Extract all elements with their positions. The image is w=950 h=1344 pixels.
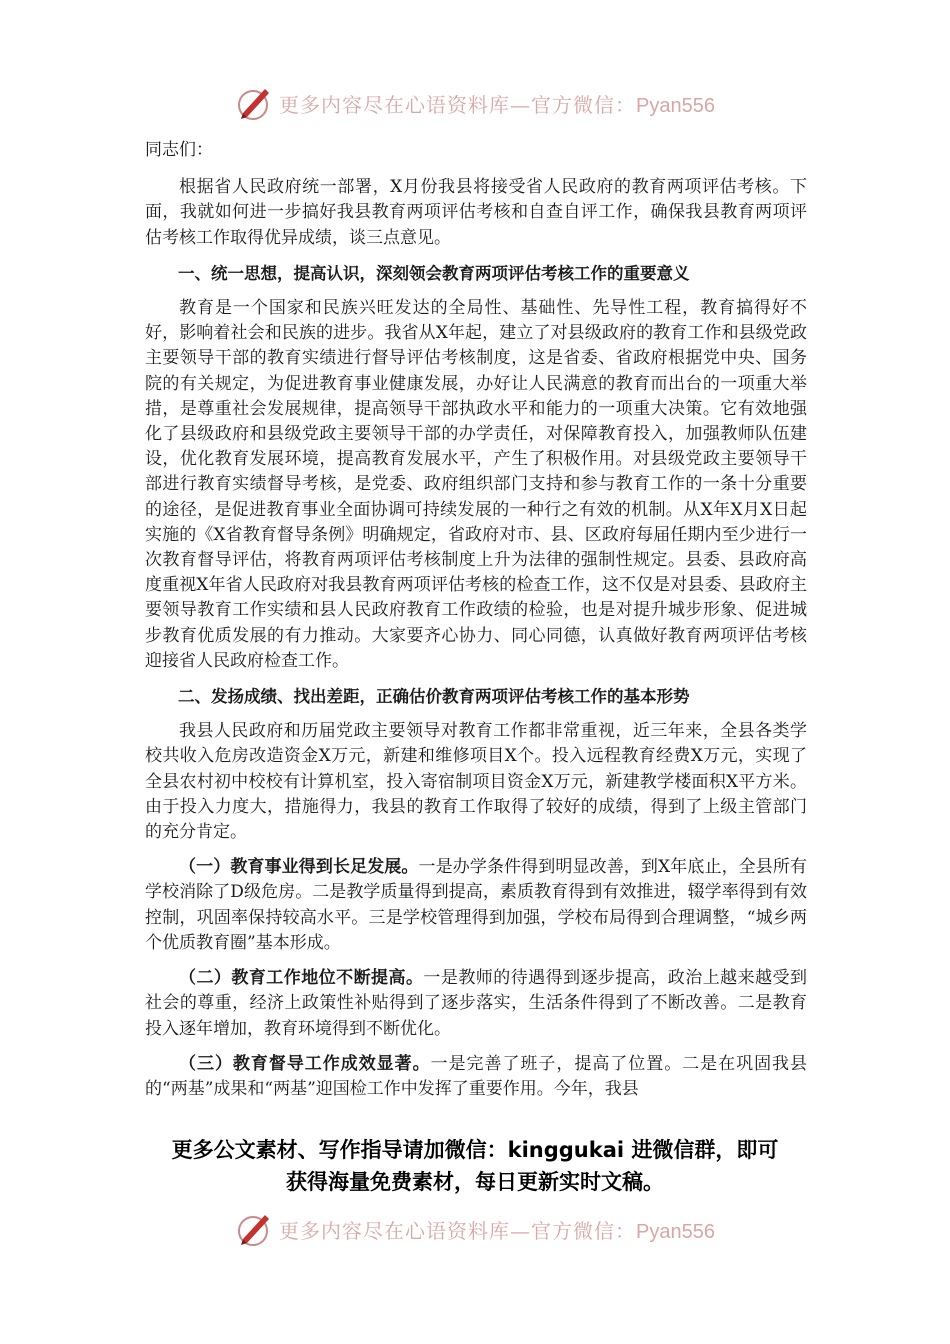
intro-paragraph: 根据省人民政府统一部署，X月份我县将接受省人民政府的教育两项评估考核。下面，我就如何进一步搞好我县教育两项评估考核和自查自评工作，确保我县教育两项评估考核工作取得优异成绩，谈三点意见。 — [145, 177, 807, 248]
point-2-paragraph — [145, 966, 807, 1042]
watermark-text: 更多内容尽在心语资料库—官方微信：Pyan556 — [279, 92, 715, 117]
watermark-wechat-id: Pyan556 — [636, 94, 715, 117]
watermark-wechat-id: Pyan556 — [636, 1220, 715, 1243]
point-1-text: 一是办学条件得到明显改善，到X年底止，全县所有学校消除了D级危房。二是教学质量得到提高，素质教育得到有效推进，辍学率得到有效控制，巩固率保持较高水平。三是学校管理得到加强，学校布局得到合理调整，“城乡两个优质教育圈”基本形成。 — [145, 857, 807, 953]
footer-watermark — [0, 1207, 950, 1251]
section-2-heading: 二、发扬成绩、找出差距，正确估价教育两项评估考核工作的基本形势 — [178, 687, 690, 707]
point-2-text: 一是教师的待遇得到逐步提高，政治上越来越受到社会的尊重，经济上政策性补贴得到了逐步落实，生活条件得到了不断改善。二是教育投入逐年增加，教育环境得到不断优化。 — [145, 968, 808, 1039]
document-body — [145, 138, 807, 1112]
section-1-heading: 一、统一思想，提高认识，深刻领会教育两项评估考核工作的重要意义 — [178, 263, 690, 283]
watermark-text: 更多内容尽在心语资料库—官方微信：Pyan556 — [279, 1218, 715, 1243]
salutation: 同志们： — [145, 140, 213, 160]
point-1-lead: （一）教育事业得到长足发展。 — [179, 857, 419, 878]
promo-line-2: 获得海量免费素材，每日更新实时文稿。 — [286, 1170, 664, 1194]
promo-line-1: 更多公文素材、写作指导请加微信：kinggukai 进微信群，即可 — [171, 1138, 779, 1162]
point-3-text: 一是完善了班子，提高了位置。二是在巩固我县的“两基”成果和“两基”迎国检工作中发挥了重要作用。今年，我县 — [145, 1053, 808, 1099]
point-3-paragraph — [145, 1052, 807, 1102]
promo-banner — [130, 1134, 820, 1198]
section-1-paragraph: 教育是一个国家和民族兴旺发达的全局性、基础性、先导性工程，教育搞得好不好，影响着社会和民族的进步。我省从X年起，建立了对县级政府的教育工作和县级党政主要领导干部的教育实绩进行督导评估考核制度，这是省委、省政府根据党中央、国务院的有关规定，为促进教育事业健康发展，办好让人民满意的教育而出台的一项重大举措，是尊重社会发展规律，提高领导干部执政水平和能力的一项重大决策。它有效地强化了县级政府和县级党政主要领导干部的办学责任，对保障教育投入，加强教师队伍建设，优化教育发展环境，提高教育发展水平，产生了积极作用。对县级党政主要领导干部进行教育实绩督导考核，是党委、政府组织部门支持和参与教育工作的一条十分重要的途径，是促进教育事业全面协调可持续发展的一种行之有效的机制。从X年X月X日起实施的《X省教育督导条例》明确规定，省政府对市、县、区政府每届任期内至少进行一次教育督导评估，将教育两项评估考核制度上升为法律的强制性规定。县委、县政府高度重视X年省人民政府对我县教育两项评估考核的检查工作，这不仅是对县委、县政府主要领导教育工作实绩和县人民政府教育工作政绩的检验，也是对提升城步形象、促进城步教育优质发展的有力推动。大家要齐心协力、同心同德，认真做好教育两项评估考核迎接省人民政府检查工作。 — [145, 298, 807, 671]
point-1-paragraph — [145, 855, 807, 956]
point-2-lead: （二）教育工作地位不断提高。 — [179, 968, 424, 989]
header-watermark — [0, 81, 950, 125]
pen-icon — [235, 83, 275, 123]
point-3-lead: （三）教育督导工作成效显著。 — [179, 1053, 431, 1074]
pen-icon — [235, 1209, 275, 1249]
section-2-paragraph: 我县人民政府和历届党政主要领导对教育工作都非常重视，近三年来，全县各类学校共收入危房改造资金X万元，新建和维修项目X个。投入远程教育经费X万元，实现了全县农村初中校校有计算机室，投入寄宿制项目资金X万元，新建教学楼面积X平方米。由于投入力度大，措施得力，我县的教育工作取得了较好的成绩，得到了上级主管部门的充分肯定。 — [145, 721, 807, 843]
